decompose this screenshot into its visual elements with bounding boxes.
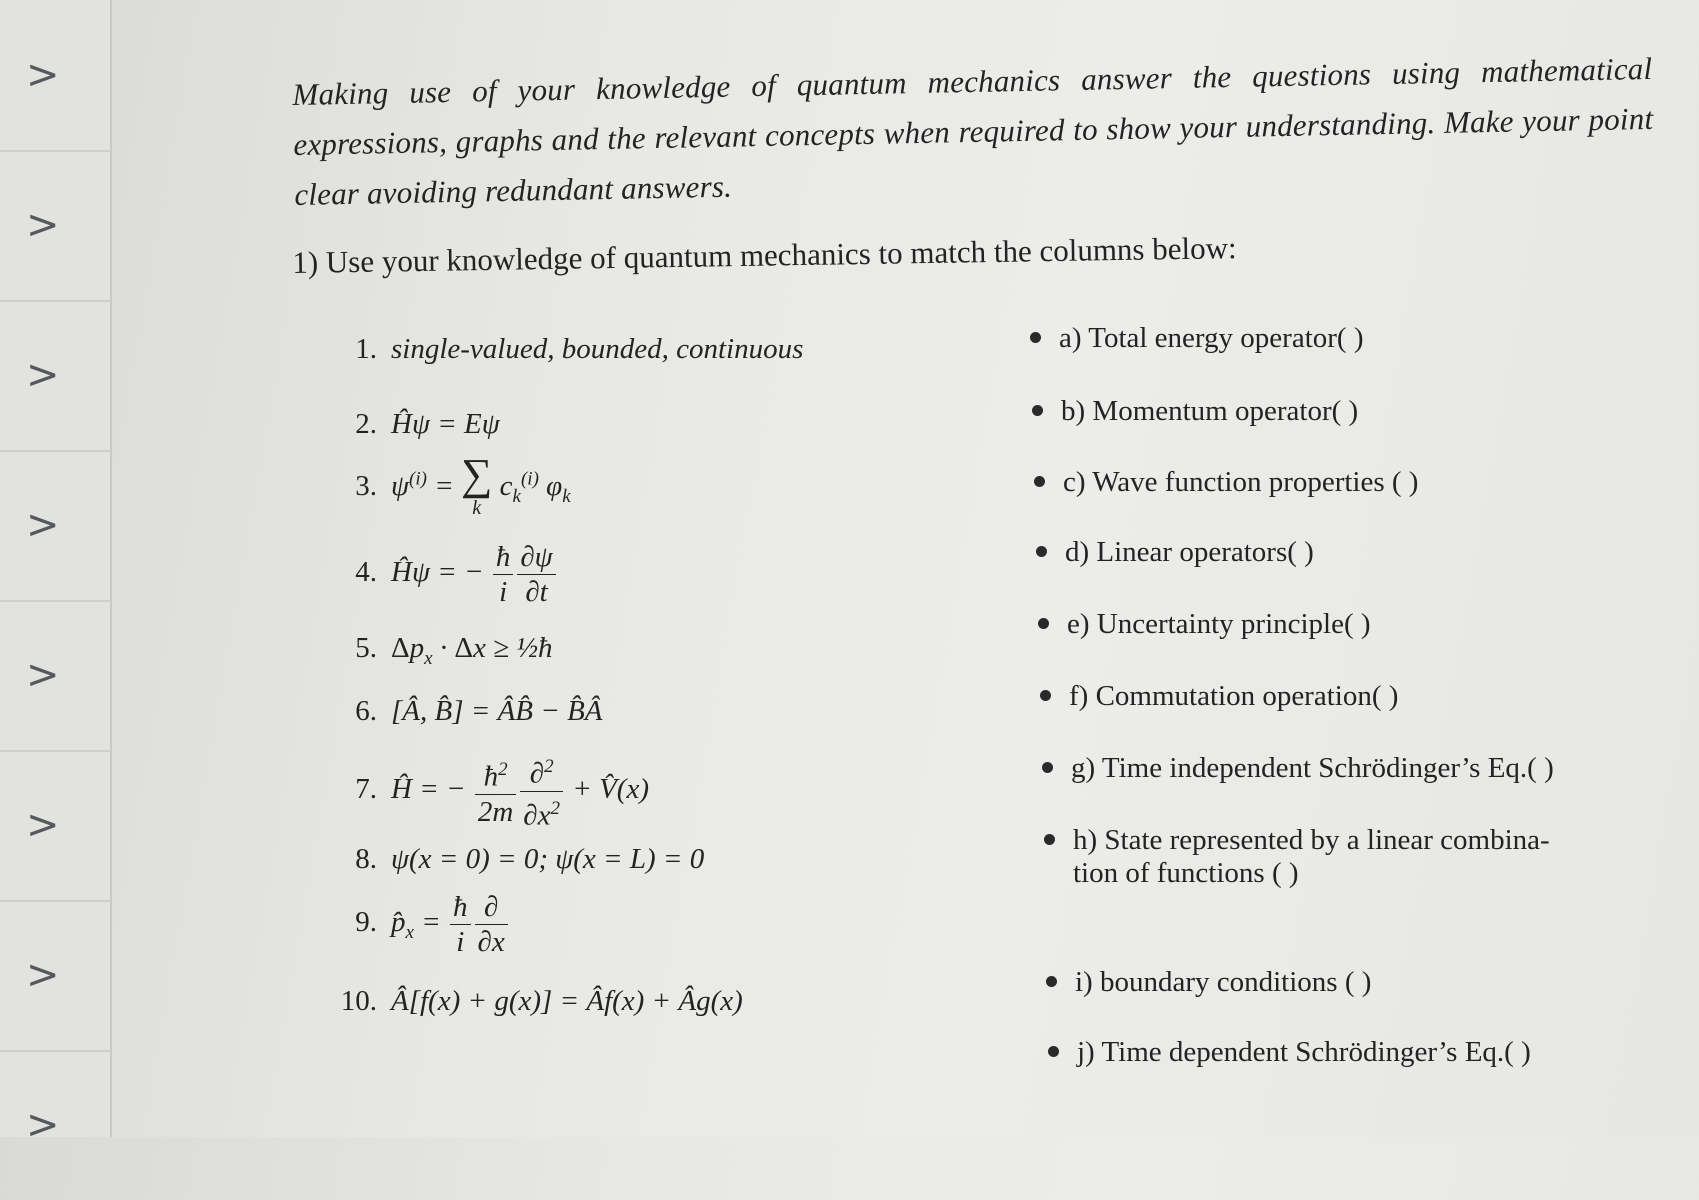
- question-heading: 1) Use your knowledge of quantum mechanics to match the columns below:: [292, 230, 1237, 280]
- option-b[interactable]: [1032, 395, 1358, 428]
- match-item-4: [335, 540, 558, 609]
- chevron-right-icon[interactable]: >: [26, 502, 60, 548]
- option-a[interactable]: [1030, 322, 1364, 355]
- equation: Ĥψ = − $\frac{ħ}{i}$ $\frac{\partial\psi}{\partial t}$: [391, 556, 558, 588]
- item-number: 6.: [355, 695, 377, 727]
- sidebar-row[interactable]: [0, 750, 110, 902]
- item-number: 5.: [355, 632, 377, 664]
- bullet-icon: [1040, 690, 1051, 701]
- option-g[interactable]: [1042, 752, 1554, 785]
- match-item-5: [335, 632, 553, 670]
- item-number: 3.: [355, 469, 377, 502]
- match-item-6: [335, 695, 603, 728]
- sidebar-row[interactable]: [0, 600, 110, 752]
- chevron-right-icon[interactable]: >: [26, 802, 60, 848]
- item-number: 7.: [355, 772, 377, 805]
- bullet-icon: [1046, 976, 1057, 987]
- equation: Ĥψ = Eψ: [391, 408, 500, 440]
- bullet-icon: [1034, 476, 1045, 487]
- option-label: c) Wave function properties ( ): [1063, 466, 1419, 498]
- chevron-right-icon[interactable]: >: [26, 1102, 60, 1148]
- bullet-icon: [1032, 405, 1043, 416]
- option-label: b) Momentum operator( ): [1061, 395, 1359, 427]
- equation: ψ(x = 0) = 0; ψ(x = L) = 0: [391, 843, 705, 875]
- match-item-1: [335, 333, 803, 366]
- sidebar-row[interactable]: [0, 0, 110, 152]
- equation: $\Delta p_x \cdot \Delta x$ ≥ ½ħ: [391, 632, 553, 669]
- equation: Â[f(x) + g(x)] = Âf(x) + Âg(x): [391, 985, 743, 1017]
- option-label-continued: tion of functions ( ): [1073, 857, 1299, 889]
- option-d[interactable]: [1036, 536, 1314, 569]
- equation: [Â, B̂] = ÂB̂ − B̂Â: [391, 695, 603, 727]
- sidebar-row[interactable]: [0, 450, 110, 602]
- item-number: 4.: [355, 556, 377, 589]
- bullet-icon: [1044, 834, 1055, 845]
- option-f[interactable]: [1040, 680, 1398, 713]
- option-label: f) Commutation operation( ): [1069, 680, 1399, 712]
- chevron-right-icon[interactable]: >: [26, 202, 60, 248]
- chevron-right-icon[interactable]: >: [26, 952, 60, 998]
- option-label: h) State represented by a linear combina-: [1073, 824, 1550, 856]
- option-label: j) Time dependent Schrödinger’s Eq.( ): [1077, 1036, 1531, 1068]
- item-number: 1.: [355, 333, 377, 365]
- chevron-right-icon[interactable]: >: [26, 352, 60, 398]
- option-j[interactable]: [1048, 1036, 1531, 1069]
- bullet-icon: [1036, 546, 1047, 557]
- chevron-right-icon[interactable]: >: [26, 652, 60, 698]
- option-label: i) boundary conditions ( ): [1075, 966, 1372, 998]
- equation: Ĥ = − $\frac{ħ^2}{2m}$ $\frac{\partial^2}{\partial x^2}$ + V̂(x): [391, 773, 649, 805]
- instructions-paragraph: Making use of your knowledge of quantum mechanics answer the questions using mathematical expressions, graphs and the relevant concepts when required to show your understanding. Make your point clear avoiding redundant answers.: [292, 50, 1654, 212]
- option-h[interactable]: [1044, 824, 1550, 890]
- option-label: g) Time independent Schrödinger’s Eq.( ): [1071, 752, 1554, 784]
- bullet-icon: [1030, 332, 1041, 343]
- item-number: 8.: [355, 843, 377, 875]
- option-label: e) Uncertainty principle( ): [1067, 608, 1371, 640]
- bullet-icon: [1048, 1046, 1059, 1057]
- chevron-right-icon[interactable]: >: [26, 52, 60, 98]
- equation: $\psi^{(i)}$ = ∑ k $c_k^{(i)}$ $\varphi_k$: [391, 450, 571, 519]
- sidebar-row[interactable]: [0, 1050, 110, 1200]
- match-item-9: [335, 890, 510, 959]
- equation: $p̂_x$ = $\frac{ħ}{i}$ $\frac{\partial}{\partial x}$: [391, 906, 510, 938]
- bullet-icon: [1042, 762, 1053, 773]
- match-item-2: [335, 408, 500, 441]
- option-e[interactable]: [1038, 608, 1371, 641]
- match-item-10: [321, 985, 743, 1018]
- bullet-icon: [1038, 618, 1049, 629]
- sidebar-row[interactable]: [0, 150, 110, 302]
- option-label: d) Linear operators( ): [1065, 536, 1314, 568]
- item-number: 10.: [340, 985, 377, 1017]
- option-i[interactable]: [1046, 966, 1371, 999]
- sidebar-row[interactable]: [0, 900, 110, 1052]
- match-item-8: [335, 843, 704, 876]
- option-c[interactable]: [1034, 466, 1418, 499]
- item-number: 2.: [355, 408, 377, 440]
- item-number: 9.: [355, 906, 377, 939]
- match-item-3: [335, 450, 571, 521]
- item-text: single-valued, bounded, continuous: [391, 333, 804, 365]
- match-item-7: [335, 750, 649, 832]
- option-label: a) Total energy operator( ): [1059, 322, 1364, 354]
- sidebar: [0, 0, 112, 1148]
- sidebar-row[interactable]: [0, 300, 110, 452]
